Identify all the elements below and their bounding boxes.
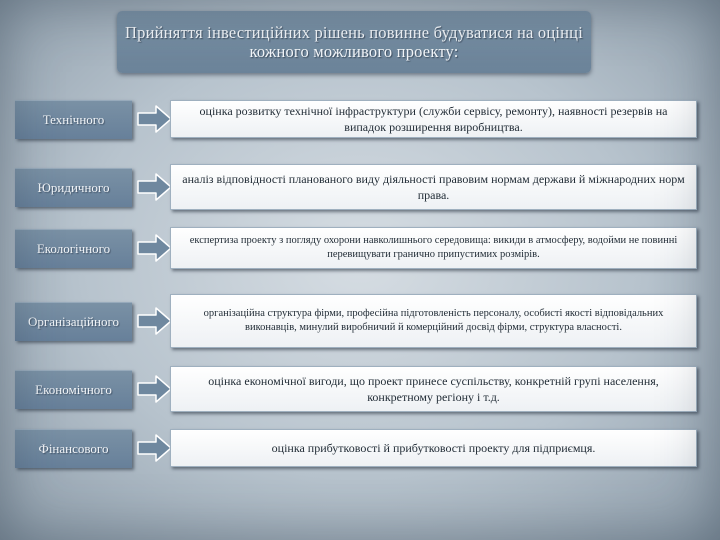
right-arrow-icon [136,104,174,134]
criteria-row [0,227,720,275]
right-arrow-icon [136,433,174,463]
criteria-description-box [170,164,697,210]
right-arrow-icon [136,172,174,202]
criteria-label: Економічного [15,370,132,409]
criteria-description: оцінка економічної вигоди, що проект принесе суспільству, конкретній групі населення, конкретному регіону і т.д. [208,374,659,404]
right-arrow-icon [136,306,174,336]
slide-title: Прийняття інвестиційних рішень повинне будуватися на оцінці кожного можливого проекту: [125,23,583,61]
criteria-description-box [170,100,697,138]
criteria-row [0,366,720,414]
criteria-label: Фінансового [15,429,132,468]
title-box [117,11,591,73]
criteria-description-box [170,429,697,467]
criteria-description: експертиза проекту з погляду охорони навколишнього середовища: викиди в атмосферу, водойми не повинні перевищувати гранично припустимих розмірів. [189,235,678,260]
criteria-row [0,294,720,342]
criteria-label: Технічного [15,100,132,139]
criteria-row [0,164,720,212]
criteria-description-box [170,366,697,412]
criteria-label: Організаційного [15,302,132,341]
criteria-label: Екологічного [15,229,132,268]
criteria-description-box [170,294,697,348]
criteria-description-box [170,227,697,269]
right-arrow-icon [136,233,174,263]
criteria-description: організаційна структура фірми, професійна підготовленість персоналу, особисті якості відповідальних виконавців, минулий виробничий й комерційний досвід фірми, структура власності. [203,308,664,333]
criteria-row [0,429,720,477]
criteria-description: аналіз відповідності планованого виду діяльності правовим нормам держави й міжнародних норм права. [182,172,685,202]
criteria-description: оцінка прибутковості й прибутковості проекту для підприємця. [271,441,596,455]
criteria-description: оцінка розвитку технічної інфраструктури (служби сервісу, ремонту), наявності резервів на випадок розширення виробництва. [199,104,668,134]
right-arrow-icon [136,374,174,404]
criteria-label: Юридичного [15,168,132,207]
criteria-row [0,100,720,148]
